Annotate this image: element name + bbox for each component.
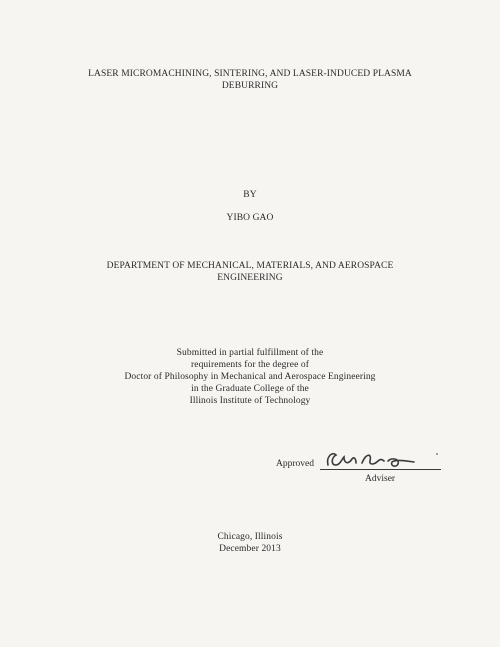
department-line-2: ENGINEERING bbox=[217, 273, 283, 283]
author-name: YIBO GAO bbox=[226, 213, 274, 223]
by-label: BY bbox=[243, 190, 257, 200]
location-city: Chicago, Illinois bbox=[217, 532, 283, 542]
title-line-1: LASER MICROMACHINING, SINTERING, AND LASER-INDUCED PLASMA bbox=[88, 69, 412, 79]
submission-line-4: in the Graduate College of the bbox=[191, 384, 309, 394]
submission-date: December 2013 bbox=[219, 544, 281, 554]
submission-line-5: Illinois Institute of Technology bbox=[189, 396, 311, 406]
submission-line-2: requirements for the degree of bbox=[190, 360, 309, 370]
submission-line-1: Submitted in partial fulfillment of the bbox=[176, 348, 324, 358]
adviser-label: Adviser bbox=[365, 474, 396, 484]
signature-line bbox=[320, 469, 441, 470]
department-line-1: DEPARTMENT OF MECHANICAL, MATERIALS, AND AEROSPACE bbox=[106, 261, 394, 271]
title-line-2: DEBURRING bbox=[221, 81, 279, 91]
submission-line-3: Doctor of Philosophy in Mechanical and Aerospace Engineering bbox=[124, 372, 376, 382]
approved-label: Approved bbox=[276, 459, 314, 469]
